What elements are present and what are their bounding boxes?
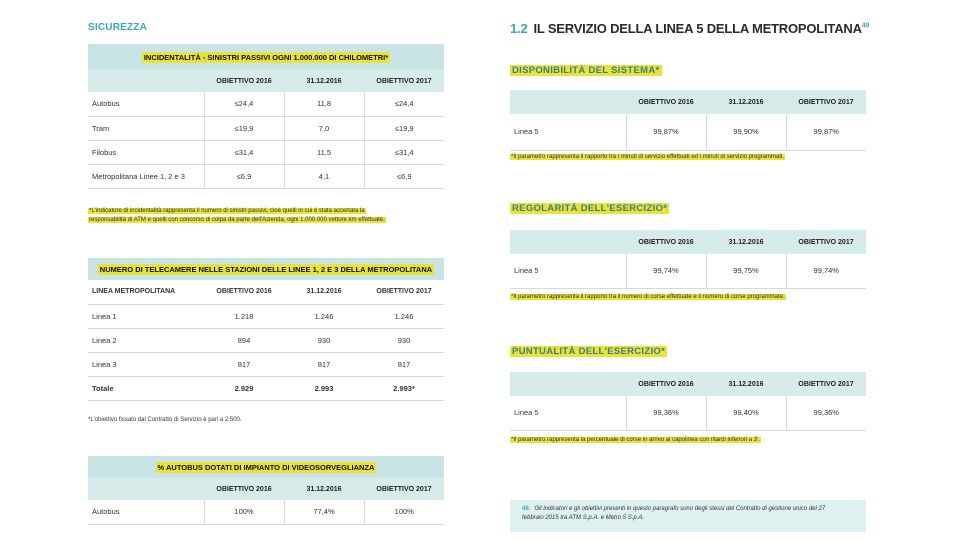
col-header: OBIETTIVO 2017 bbox=[798, 98, 854, 106]
col-header: 31.12.2016 bbox=[284, 280, 364, 304]
table-row: Tram ≤19,9 7,0 ≤19,9 bbox=[88, 116, 444, 140]
col-header: OBIETTIVO 2016 bbox=[638, 98, 694, 106]
table-row: Linea 1 1.218 1.246 1.246 bbox=[88, 304, 444, 328]
block-label: PUNTUALITÀ DELL'ESERCIZIO* bbox=[512, 346, 666, 357]
table-total-row: Totale 2.929 2.993 2.993* bbox=[88, 376, 444, 400]
block-note: *Il parametro rappresenta il rapporto tra i minuti di servizio effettuati ed i minuti di servizio programmati. bbox=[511, 154, 785, 160]
col-header: OBIETTIVO 2017 bbox=[364, 280, 444, 304]
table-row: Linea 5 99,36% 99,40% 99,36% bbox=[510, 396, 866, 430]
table-row: Autobus ≤24,4 11,8 ≤24,4 bbox=[88, 92, 444, 116]
table-note: *L'indicatore di incidentalità rappresenta il numero di sinistri passivi, cioè quelli in cui è stata accertata la responsabilità di ATM e quelli con concorso di colpa da parte dell'Azienda, ogni 1.000.000 vetture km effettuate. bbox=[89, 208, 385, 223]
table-row: Linea 5 99,74% 99,75% 99,74% bbox=[510, 254, 866, 288]
table-row: Filobus ≤31,4 11,5 ≤31,4 bbox=[88, 140, 444, 164]
table-title: INCIDENTALITÀ - SINISTRI PASSIVI OGNI 1.000.000 DI CHILOMETRI* bbox=[88, 44, 444, 70]
col-header: OBIETTIVO 2016 bbox=[216, 485, 272, 493]
section-title: SICUREZZA bbox=[88, 22, 148, 33]
col-header: 31.12.2016 bbox=[728, 238, 764, 246]
table-row: Linea 2 894 930 930 bbox=[88, 328, 444, 352]
col-header: OBIETTIVO 2017 bbox=[376, 77, 432, 85]
table-row: Autobus 100% 77,4% 100% bbox=[88, 500, 444, 524]
col-header: LINEA METROPOLITANA bbox=[88, 280, 204, 304]
table-row: Linea 3 817 817 817 bbox=[88, 352, 444, 376]
availability-table bbox=[510, 90, 866, 151]
col-header: OBIETTIVO 2016 bbox=[216, 77, 272, 85]
table-row: Metropolitana Linee 1, 2 e 3 ≤6,9 4,1 ≤6,9 bbox=[88, 164, 444, 188]
col-header: OBIETTIVO 2016 bbox=[638, 380, 694, 388]
col-header: OBIETTIVO 2017 bbox=[376, 485, 432, 493]
block-label: REGOLARITÀ DELL'ESERCIZIO* bbox=[512, 203, 668, 214]
table-note: *L'obiettivo fissato dal Contratto di Servizio è pari a 2.500. bbox=[88, 417, 242, 423]
block-label: DISPONIBILITÀ DEL SISTEMA* bbox=[512, 65, 660, 76]
incidentality-table bbox=[88, 44, 444, 189]
block-note: *Il parametro rappresenta il rapporto tra il numero di corse effettuate e il numero di corse programmate. bbox=[511, 294, 785, 300]
video-surveillance-table bbox=[88, 456, 444, 525]
regularity-table bbox=[510, 230, 866, 289]
block-note: *Il parametro rappresenta la percentuale di corse in arrivo al capolinea con ritardi inferiori a 3'. bbox=[511, 437, 760, 443]
col-header: 31.12.2016 bbox=[728, 380, 764, 388]
page-title: 1.2 IL SERVIZIO DELLA LINEA 5 DELLA METROPOLITANA$^{49}$ bbox=[510, 21, 870, 36]
table-title: NUMERO DI TELECAMERE NELLE STAZIONI DELLE LINEE 1, 2 E 3 DELLA METROPOLITANA bbox=[88, 258, 444, 280]
col-header: OBIETTIVO 2016 bbox=[638, 238, 694, 246]
footnote: 49. Gli indicatori e gli obiettivi presenti in questo paragrafo sono degli stessi del Contratto di gestione unico del 27 febbraio 2015 tra ATM S.p.A. e Metro 5 S.p.A. bbox=[510, 500, 866, 532]
punctuality-table bbox=[510, 372, 866, 431]
col-header: OBIETTIVO 2017 bbox=[798, 380, 854, 388]
col-header: 31.12.2016 bbox=[306, 77, 342, 85]
col-header: OBIETTIVO 2017 bbox=[798, 238, 854, 246]
col-header: OBIETTIVO 2016 bbox=[204, 280, 284, 304]
table-row: Linea 5 99,87% 99,90% 99,87% bbox=[510, 114, 866, 150]
col-header: 31.12.2016 bbox=[306, 485, 342, 493]
cameras-table bbox=[88, 258, 444, 401]
col-header: 31.12.2016 bbox=[728, 98, 764, 106]
table-title: % AUTOBUS DOTATI DI IMPIANTO DI VIDEOSORVEGLIANZA bbox=[88, 456, 444, 478]
